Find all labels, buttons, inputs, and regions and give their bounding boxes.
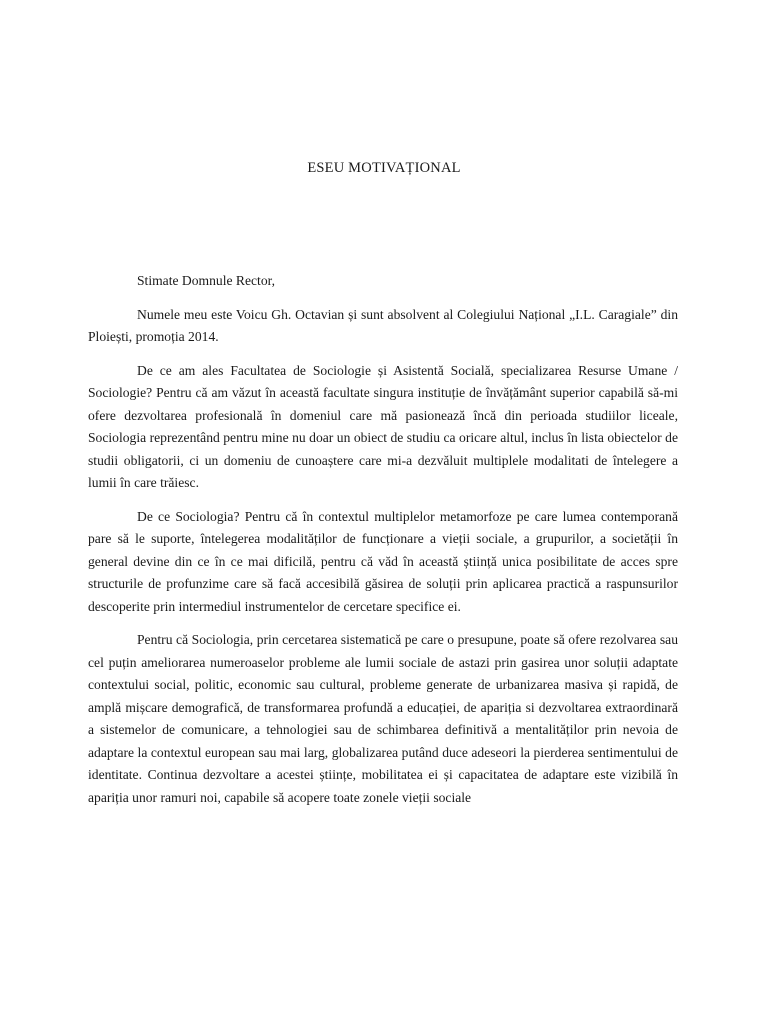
paragraph-why-faculty: De ce am ales Facultatea de Sociologie și Asistentă Socială, specializarea Resurse Umane / Sociologie? Pentru că am văzut în această facultate singura instituție de învățământ superior capabilă să-mi ofere dezvoltarea profesională în domeniul care mă pasionează încă din perioada studiilor liceale, Sociologia reprezentând pentru mine nu doar un obiect de studiu ca oricare altul, inclus în lista obiectelor de studii obligatorii, ci un domeniu de cunoaștere care mi-a dezvăluit multiplele modalitati de întelegere a lumii în care trăiesc.	[88, 362, 678, 490]
paragraph-because-sociology: Pentru că Sociologia, prin cercetarea sistematică pe care o presupune, poate să ofere rezolvarea sau cel puțin ameliorarea numeroaselor probleme ale lumii sociale de astazi prin gasirea unor soluții adaptate contextului social, politic, economic sau cultural, probleme generate de urbanizarea masiva și rapidă, de amplă mișcare demografică, de transformarea profundă a educației, de apariția si dezvoltarea extraordinară a sistemelor de comunicare, a tehnologiei sau de schimbarea definitivă a mentalităților prin nevoia de adaptare la contextul european sau mai larg, globalizarea putând duce adeseori la pierderea sentimentului de identitate. Continua dezvoltare a acestei științe, mobilitatea ei și capacitatea de adaptare este vizibilă în apariția unor ramuri noi, capabile să acopere toate zonele vieții sociale	[88, 632, 678, 805]
paragraph-intro: Numele meu este Voicu Gh. Octavian și sunt absolvent al Colegiului Național „I.L. Caragiale” din Ploiești, promoția 2014.	[88, 306, 678, 344]
salutation: Stimate Domnule Rector,	[137, 273, 276, 288]
paragraph-why-sociology: De ce Sociologia? Pentru că în contextul multiplelor metamorfoze pe care lumea contemporană pare să le suporte, întelegerea modalităților de funcționare a vieții sociale, a grupurilor, a societății în general devine din ce în ce mai dificilă, pentru că văd în această știință unica posibilitate de acces spre structurile de profunzime care să facă accesibilă găsirea de soluții prin aplicarea practică a raspunsurilor descoperite prin intermediul instrumentelor de cercetare specifice ei.	[88, 508, 678, 614]
document-title: ESEU MOTIVAȚIONAL	[307, 160, 461, 176]
document-body	[88, 270, 678, 809]
